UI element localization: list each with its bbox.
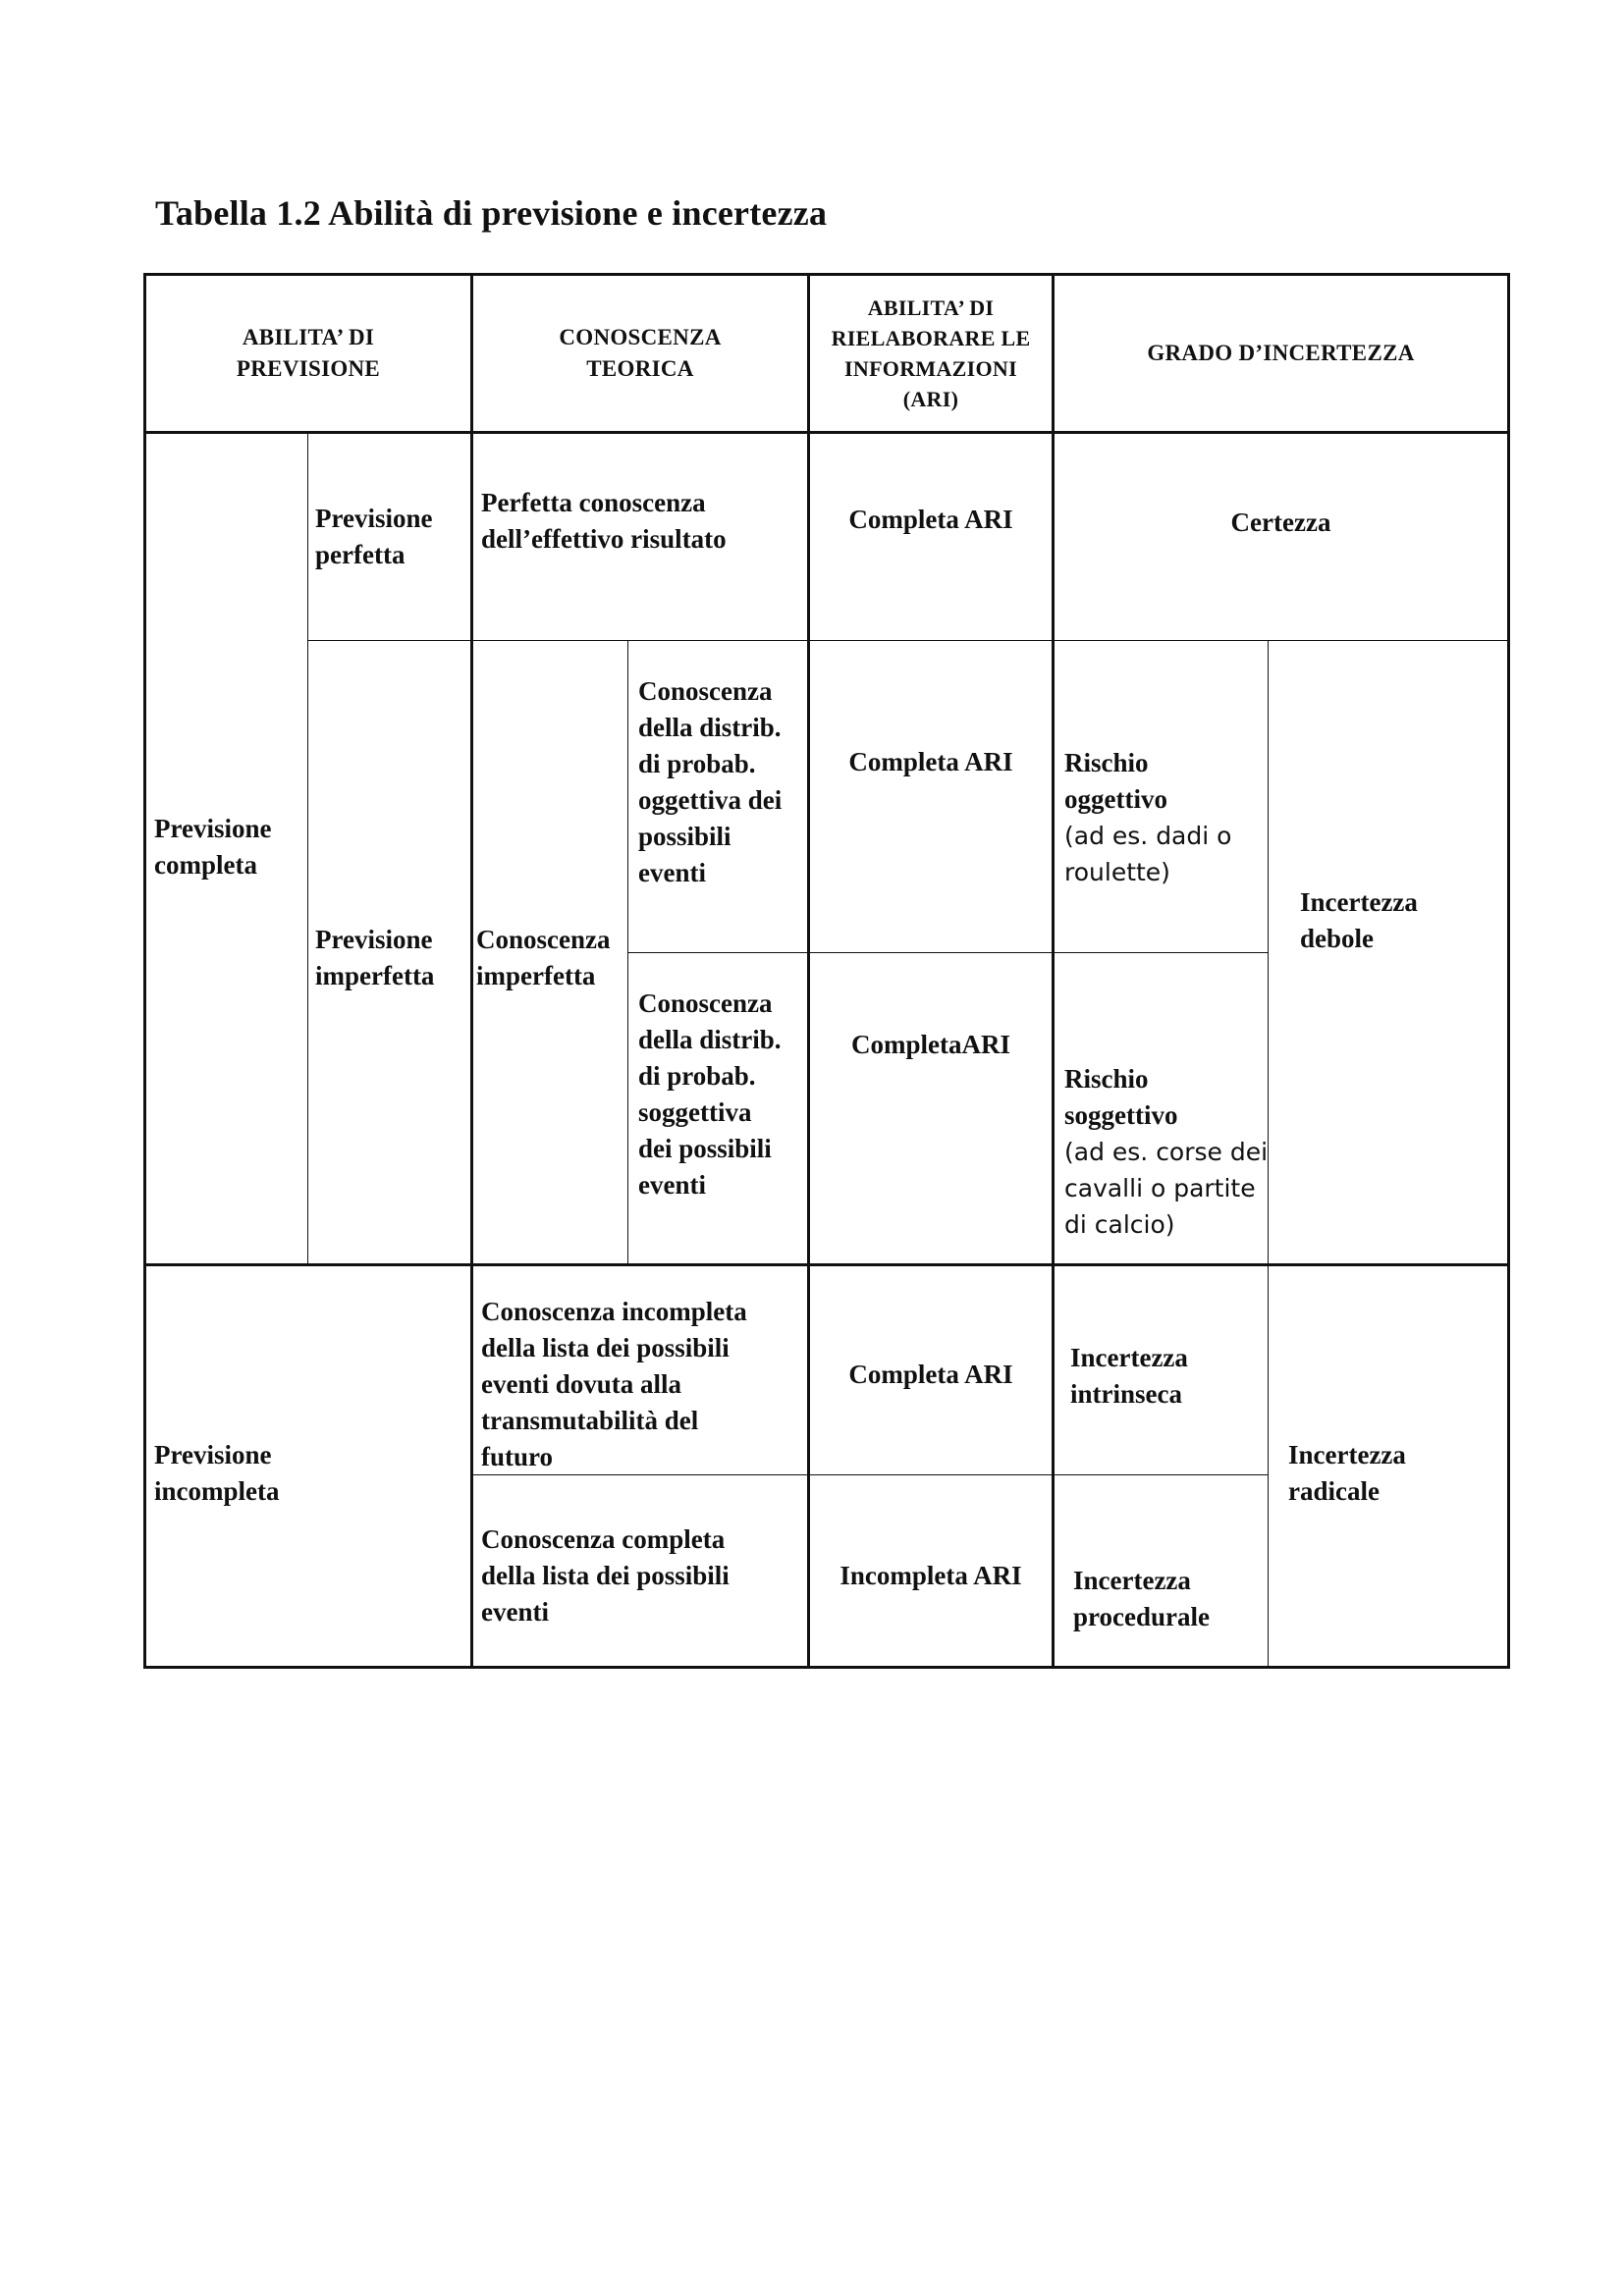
label-previsione-completa: Previsione completa [154,814,272,880]
grado-certezza: Certezza [1230,507,1331,537]
row-divider [146,431,1507,434]
header-ari: ABILITA’ DI RIELABORARE LE INFORMAZIONI (ARI) [831,295,1031,411]
table-title: Tabella 1.2 Abilità di previsione e incertezza [155,193,828,233]
ari-soggettiva: CompletaARI [851,1030,1010,1059]
conoscenza-completa-lista: Conoscenza completa della lista dei possibili eventi [481,1524,730,1627]
col-divider [807,276,810,1666]
conoscenza-perfetta: Perfetta conoscenza dell’effettivo risultato [481,488,727,554]
esempio-soggettivo: (ad es. corse dei cavalli o partite di calcio) [1064,1138,1269,1239]
col-divider [307,432,308,1265]
conoscenza-distrib-oggettiva: Conoscenza della distrib. di probab. oggettiva dei possibili eventi [638,676,783,887]
grado-incertezza-radicale: Incertezza radicale [1288,1440,1406,1506]
grado-incertezza-debole: Incertezza debole [1300,887,1418,953]
header-conoscenza-teorica: CONOSCENZA TEORICA [559,325,722,381]
conoscenza-incompleta: Conoscenza incompleta della lista dei possibili eventi dovuta alla transmutabilità del futuro [481,1297,747,1471]
col-divider [1268,640,1269,1666]
rischio-oggettivo: Rischio oggettivo [1064,748,1167,814]
conoscenza-imperfetta: Conoscenza imperfetta [476,925,611,990]
label-previsione-perfetta: Previsione perfetta [315,504,433,569]
row-divider [307,640,1507,641]
label-previsione-incompleta: Previsione incompleta [154,1440,280,1506]
uncertainty-table [143,273,1510,1669]
ari-incompleta-row2: Incompleta ARI [839,1561,1022,1590]
row-divider [627,952,1268,953]
header-grado-incertezza: GRADO D’INCERTEZZA [1147,341,1415,365]
ari-perfetta: Completa ARI [848,505,1013,534]
ari-incompleta-row1: Completa ARI [848,1360,1013,1389]
conoscenza-distrib-soggettiva: Conoscenza della distrib. di probab. soggettiva dei possibili eventi [638,988,782,1200]
row-divider [146,1263,1507,1266]
ari-oggettiva: Completa ARI [848,747,1013,776]
header-abilita-previsione: ABILITA’ DI PREVISIONE [236,325,381,381]
esempio-oggettivo: (ad es. dadi o roulette) [1064,822,1232,886]
col-divider [1052,276,1055,1666]
col-divider [470,276,473,1666]
incertezza-procedurale: Incertezza procedurale [1073,1566,1210,1631]
incertezza-intrinseca: Incertezza intrinseca [1070,1343,1188,1409]
rischio-soggettivo: Rischio soggettivo [1064,1064,1178,1130]
label-previsione-imperfetta: Previsione imperfetta [315,925,435,990]
